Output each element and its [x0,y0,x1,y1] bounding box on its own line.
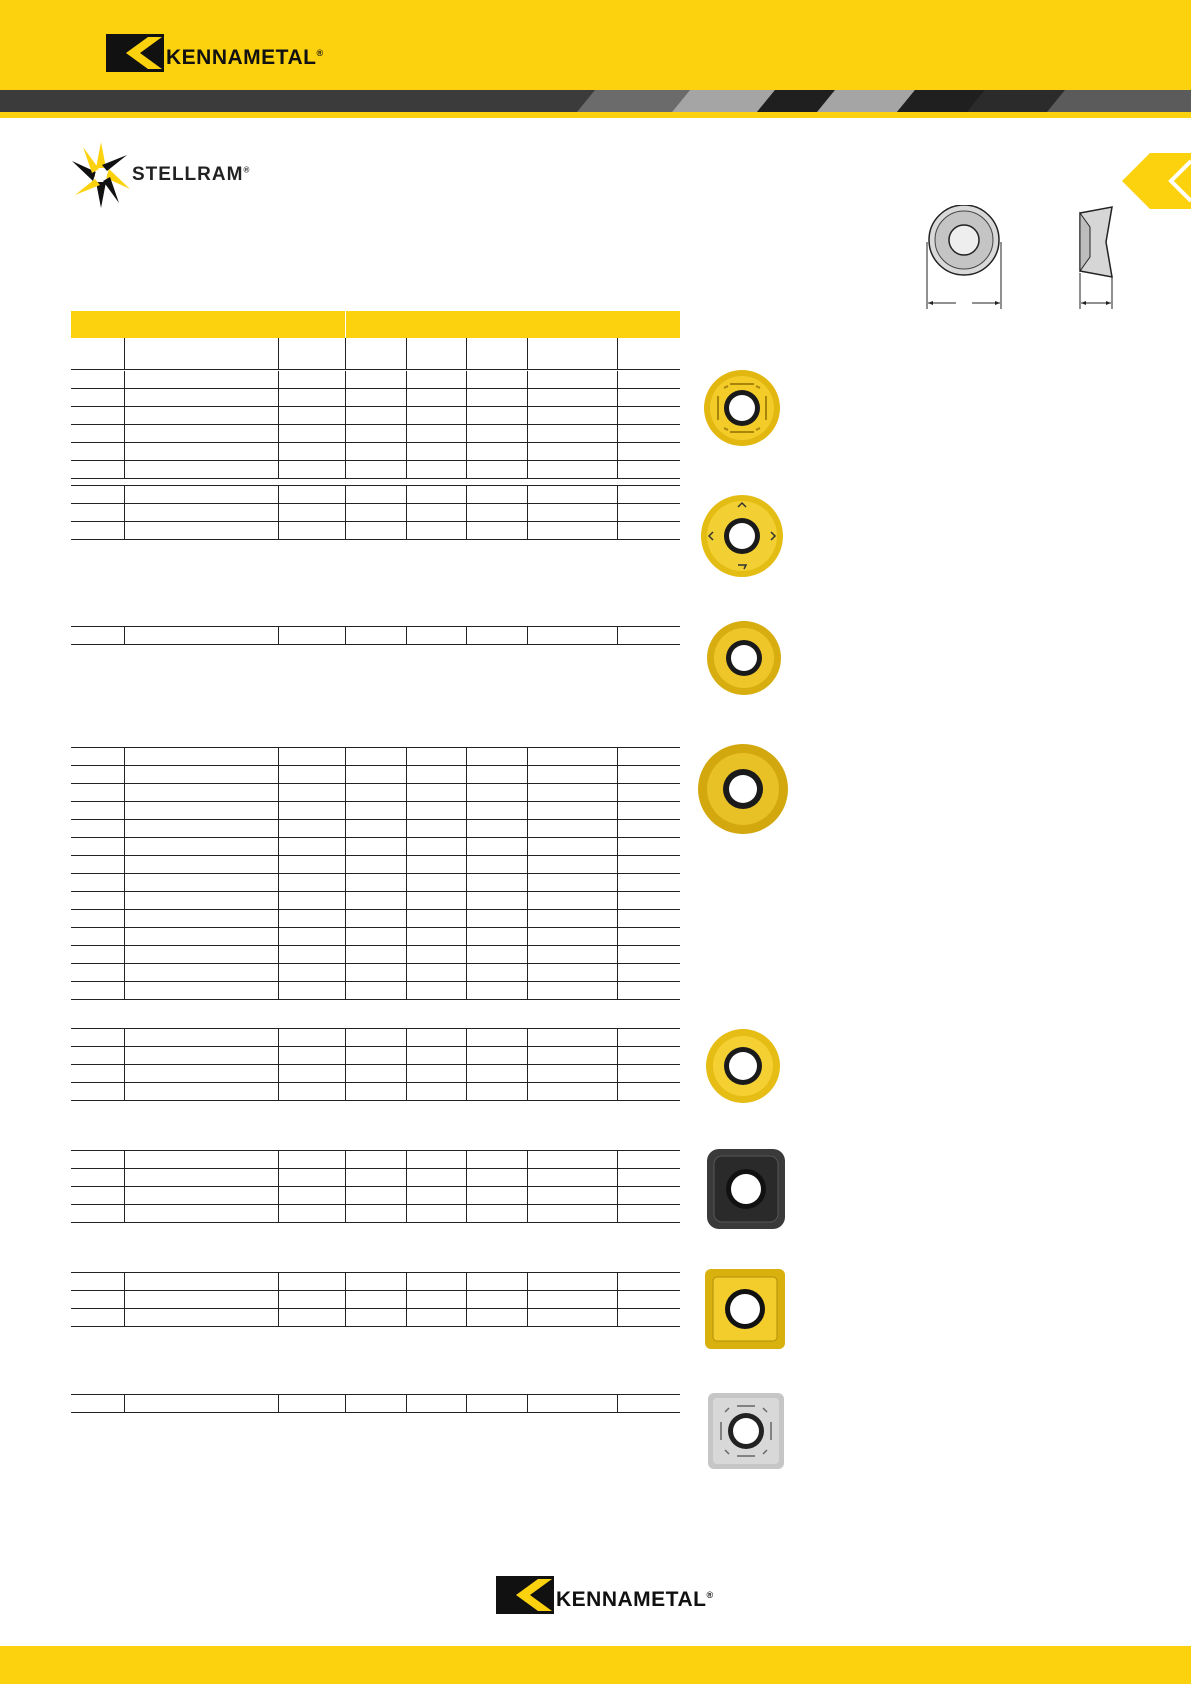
table-row [71,407,680,425]
round-insert-gold-arrow-marks-icon [700,494,784,578]
spec-table-group-1 [71,371,680,479]
table-row [71,425,680,443]
spec-table-group-6 [71,1150,680,1223]
footer-kennametal-k-icon [496,1576,554,1614]
round-insert-gold-notched-icon [702,368,782,448]
table-row [71,1291,680,1309]
footer-kennametal-wordmark: KENNAMETAL® [556,1588,714,1611]
table-row [71,1065,680,1083]
square-insert-black-icon [706,1148,786,1230]
table-row [71,627,680,645]
header-yellow-stripe [0,112,1191,118]
table-row [71,748,680,766]
chevron-left-icon [1122,153,1191,209]
table-row [71,443,680,461]
spec-table-group-8 [71,1394,680,1413]
table-row [71,874,680,892]
stellram-wordmark: STELLRAM® [132,164,251,185]
table-row [71,1029,680,1047]
footer-yellow-band [0,1646,1191,1684]
table-row [71,946,680,964]
table-row [71,371,680,389]
table-row [71,784,680,802]
footer-kennametal-logo [496,1576,714,1614]
stellram-star-icon [72,142,130,208]
table-row [71,486,680,504]
round-insert-gold-large-icon [697,743,789,835]
table-row [71,892,680,910]
table-row [71,1083,680,1101]
table-row [71,964,680,982]
stellram-logo [72,142,250,208]
table-row [71,1187,680,1205]
spec-table-group-7 [71,1272,680,1327]
spec-table-group-2 [71,485,680,540]
table-row [71,1273,680,1291]
table-row [71,910,680,928]
square-insert-gold-icon [704,1268,786,1350]
table-header-right [346,311,680,338]
table-row [71,1395,680,1413]
table-row [71,838,680,856]
round-insert-top-view-icon [924,205,1004,309]
round-insert-gold-small-icon [705,1028,781,1104]
round-insert-side-view-icon [1076,205,1116,309]
table-row [71,504,680,522]
table-row [71,461,680,479]
table-row [71,522,680,540]
table-row [71,802,680,820]
table-row [71,1309,680,1327]
table-row [71,856,680,874]
header-dark-band [0,90,1191,112]
table-row [71,1047,680,1065]
table-row [71,1205,680,1223]
table-row [71,389,680,407]
table-row [71,1151,680,1169]
spec-table-group-4 [71,747,680,1000]
header-stripe-pattern [0,90,1191,112]
round-insert-gold-plain-icon [706,620,782,696]
table-row [71,766,680,784]
kennametal-k-icon [106,34,164,72]
table-row [71,820,680,838]
table-row [71,1169,680,1187]
table-row [71,928,680,946]
spec-table-group-3 [71,626,680,645]
table-header-left [71,311,345,338]
square-insert-silver-icon [707,1392,785,1470]
spec-table-group-5 [71,1028,680,1101]
kennametal-wordmark: KENNAMETAL® [166,46,324,69]
column-header-row [71,338,680,370]
table-row [71,982,680,1000]
kennametal-logo [106,34,324,72]
